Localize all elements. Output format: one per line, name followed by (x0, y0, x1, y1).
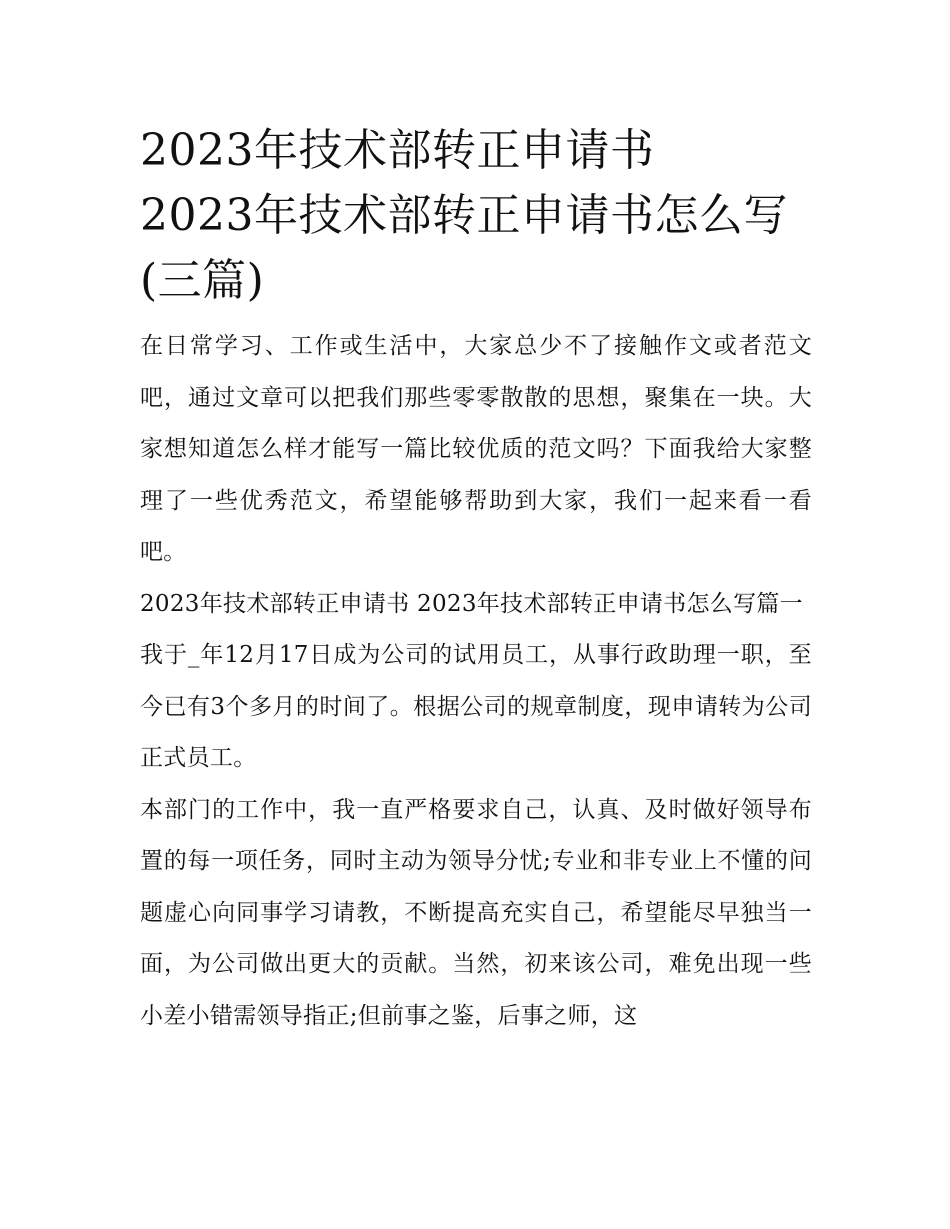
document-body (140, 321, 812, 1042)
paragraph-2: 本部门的工作中，我一直严格要求自己，认真、及时做好领导布置的每一项任务，同时主动为领导分忧;专业和非专业上不懂的问题虚心向同事学习请教，不断提高充实自己，希望能尽早独当一面，为公司做出更大的贡献。当然，初来该公司，难免出现一些小差小错需领导指正;但前事之鉴，后事之师，这 (140, 796, 812, 1029)
title-line-1: 2023年技术部转正申请书 (140, 125, 655, 176)
title-line-2: 2023年技术部转正申请书怎么写(三篇) (140, 190, 788, 306)
paragraph-intro: 在日常学习、工作或生活中，大家总少不了接触作文或者范文吧，通过文章可以把我们那些零零散散的思想，聚集在一块。大家想知道怎么样才能写一篇比较优质的范文吗？下面我给大家整理了一些优秀范文，希望能够帮助到大家，我们一起来看一看吧。 (140, 333, 812, 565)
document-title (140, 118, 812, 313)
paragraph-section-heading: 2023年技术部转正申请书 2023年技术部转正申请书怎么写篇一 (140, 590, 803, 617)
paragraph-1: 我于_年12月17日成为公司的试用员工，从事行政助理一职，至今已有3个多月的时间了。根据公司的规章制度，现申请转为公司正式员工。 (140, 642, 812, 771)
document-content (140, 118, 812, 1042)
